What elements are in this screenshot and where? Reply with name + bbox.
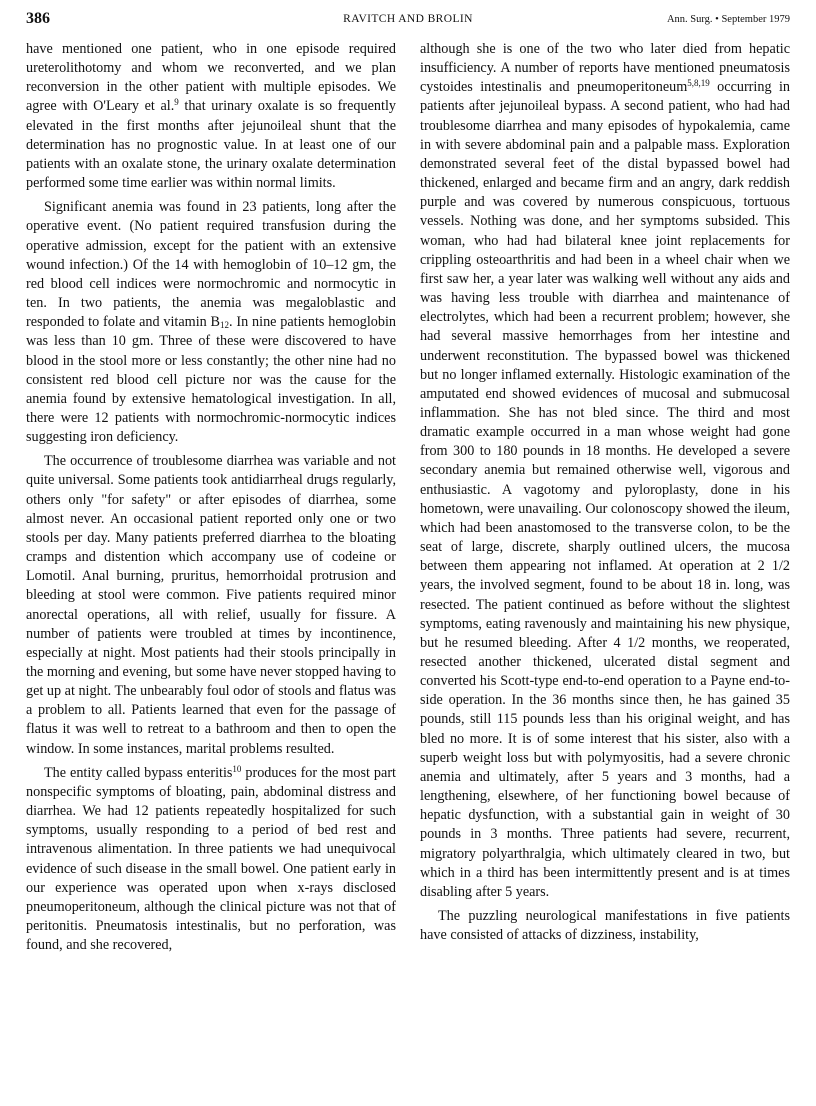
paragraph-bypass-enteritis: The entity called bypass enteritis$^{10}$ produces for the most part nonspecific symptoms of bloating, pain, abdominal distress and diarrhea. We had 12 patients repeatedly hospitalized for such symptoms, usually responding to a period of bed rest and intravenous alimentation. In three patients we had unequivocal evidence of such disease in the small bowel. One patient early in our experience was operated upon when x-rays disclosed pneumoperitoneum, although the clinical picture was not that of peritonitis. Pneumatosis intestinalis, but no perforation, was found, and she recovered,: [26, 763, 396, 954]
paragraph-urinary-oxalate: have mentioned one patient, who in one episode required ureterolithotomy and whom we reconverted, and we plan reconversion in the other patient with multiple episodes. We agree with O'Leary et al.$^9$ that urinary oxalate is so frequently elevated in the first months after jejunoileal shunt that the determination has no prognostic value. In at least one of our patients with an oxalate stone, the urinary oxalate determination performed some time earlier was within normal limits.: [26, 41, 396, 192]
journal-citation: Ann. Surg. • September 1979: [666, 14, 790, 25]
reference-marker: 9: [174, 97, 179, 108]
paragraph-neurological: The puzzling neurological manifestations in five patients have consisted of attacks of dizziness, instability,: [420, 908, 790, 944]
paragraph-diarrhea: The occurrence of troublesome diarrhea was variable and not quite universal. Some patients took antidiarrheal drugs regularly, others only "for safety" or after episodes of diarrhea, some almost never. An occasional patient reported only one or two stools per day. Many patients preferred diarrhea to the bloating cramps and distention which accompany use of codeine or Lomotil. Anal burning, pruritus, hemorrhoidal protrusion and bleeding at stool were common. Five patients required minor anorectal operations, all with relief, usually for fissure. A number of patients were troubled at times by incontinence, especially at night. Most patients had their stools principally in the morning and evening, but some have never stopped having to get up at night. The unbearably foul odor of stools and flatus was a problem to all. Patients learned that even for the passage of flatus it was well to retreat to a bathroom and then to open the window. In some instances, marital problems resulted.: [26, 453, 396, 757]
page-number: 386: [26, 10, 50, 27]
reference-marker: 10: [232, 763, 242, 774]
running-head: RAVITCH AND BROLIN: [343, 13, 473, 25]
right-column: [420, 40, 790, 945]
paragraph-anemia: Significant anemia was found in 23 patients, long after the operative event. (No patient required transfusion during the operative admission, except for the patient with an extensive wound infection.) Of the 14 with hemoglobin of 10–12 gm, the red blood cell indices were normochromic and normocytic in ten. In two patients, the anemia was megaloblastic and responded to folate and vitamin $B_{12}$. In nine patients hemoglobin was less than 10 gm. Three of these were discovered to have blood in the stool more or less constantly; the other nine had no consistent red blood cell picture nor was the cause for the anemia found by extensive hematological investigation. In all, there were 12 patients with normochromic-normocytic indices suggesting iron deficiency.: [26, 199, 397, 446]
left-column: [26, 40, 396, 955]
reference-marker: 5,8,19: [687, 78, 710, 89]
page-header: [26, 10, 790, 34]
vitamin-subscript: 12: [220, 320, 230, 331]
paragraph-case-reports: although she is one of the two who later died from hepatic insufficiency. A number of reports have mentioned pneumatosis cystoides intestinalis and pneumoperitoneum$^{5,8,19}$ occurring in patients after jejunoileal bypass. A second patient, who had had troublesome diarrhea and many episodes of hypokalemia, came in with severe abdominal pain and a palpable mass. Exploration demonstrated several feet of the distal bypassed bowel had thickened, enlarged and became firm and an angry, dark reddish purple and was covered by numerous conspicuous, tortuous vessels. Nothing was done, and her symptoms subsided. This woman, who had had bilateral knee joint replacements for crippling osteoarthritis and had been in a wheel chair when we first saw her, a year later was walking well without any aids and was having less trouble with diarrhea and maintenance of electrolytes, which had been a recurrent problem; however, she had several massive hemorrhages from her intestine and underwent reconstitution. The bypassed bowel was thickened but no longer inflamed externally. Histologic examination of the amputated end showed evidences of mucosal and submucosal inflammation. She has not bled since. The third and most dramatic example occurred in a man whose weight had gone from 300 to 180 pounds in 18 months. He developed a severe secondary anemia but remained otherwise well, vigorous and enthusiastic. A vagotomy and pyloroplasty, done in his hometown, were unavailing. Our colonoscopy showed the ileum, which had been anastomosed to the transverse colon, to be the seat of large, discrete, sharply outlined ulcers, the mucosa between them appearing not inflamed. At operation at 2 1/2 years, the involved segment, found to be about 18 in. long, was resected. The patient continued as before without the slightest symptoms, eating ravenously and maintaining his new physique, but he resumed bleeding. After 4 1/2 months, we reoperated, resected another thickened, ulcerated distal segment and converted his Scott-type end-to-end operation to a Payne end-to-side operation. In the 36 months since then, he has gained 35 pounds, still 115 pounds less than his original weight, and has bled no more. It is of some interest that his sister, also with a superb weight loss but with polymyositis, had a severe chronic anemia and ultimately, after 5 years and 3 months, had a lengthening, elsewhere, of her functioning bowel because of hepatic dysfunction, with a substantial gain in weight of 30 pounds in 3 months. Three patients had severe, recurrent, migratory polyarthralgia, which ultimately cleared in two, but which in a third has been intermittently present and is at times disabling after 5 years.: [420, 41, 790, 900]
